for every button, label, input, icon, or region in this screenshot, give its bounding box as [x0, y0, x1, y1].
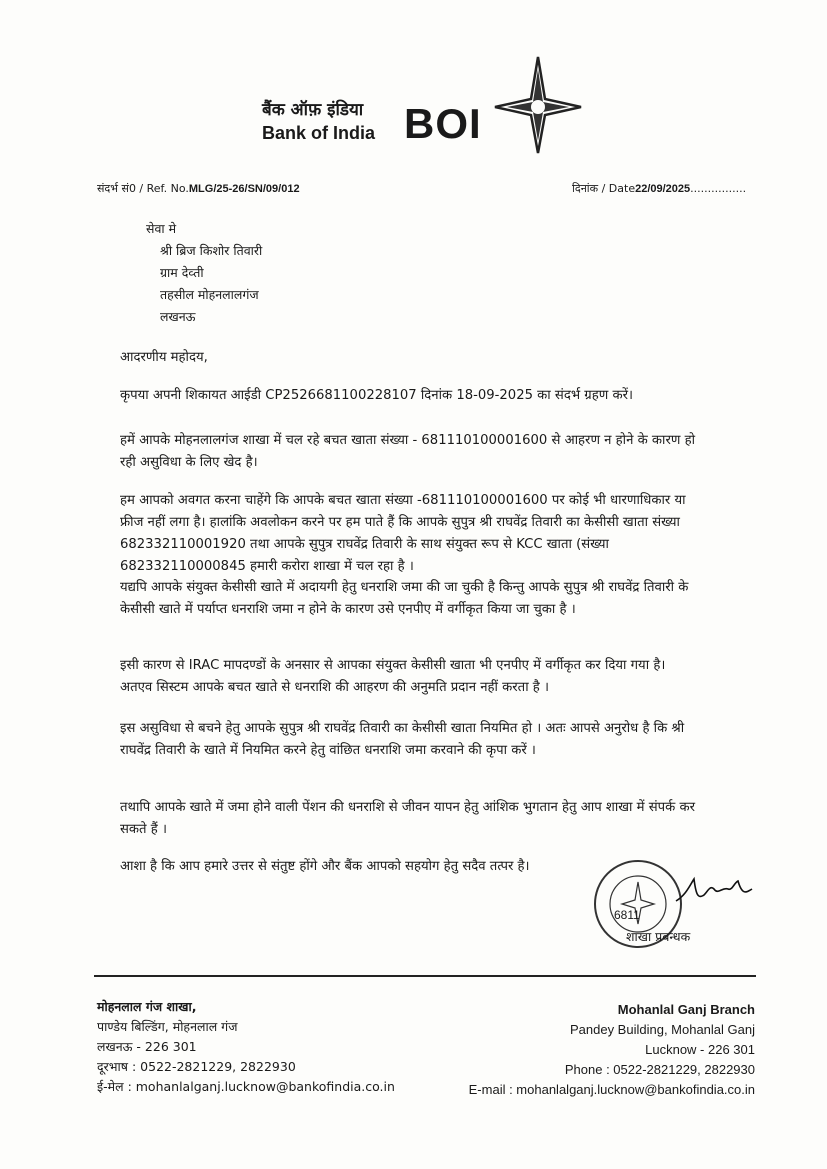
bank-name-hindi: बैंक ऑफ़ इंडिया	[262, 100, 364, 120]
salutation: आदरणीय महोदय,	[120, 350, 208, 365]
date-dots: ................	[690, 182, 747, 195]
footer-address-english	[469, 1000, 755, 1100]
footer-branch: मोहनलाल गंज शाखा,	[97, 999, 197, 1014]
ref-label: संदर्भ सं0 / Ref. No.	[97, 182, 189, 195]
recipient-address	[146, 218, 262, 328]
footer-city: लखनऊ - 226 301	[97, 1039, 197, 1054]
footer-email: ई-मेल : mohanlalganj.lucknow@bankofindia.co.in	[97, 1079, 395, 1094]
footer-building: Pandey Building, Mohanlal Ganj	[569, 1022, 755, 1037]
footer-phone: दूरभाष : 0522-2821229, 2822930	[97, 1059, 296, 1074]
footer-city: Lucknow - 226 301	[645, 1042, 755, 1057]
address-line: लखनऊ	[160, 309, 196, 324]
address-line: तहसील मोहनलालगंज	[160, 287, 259, 302]
address-line: श्री ब्रिज किशोर तिवारी	[160, 243, 263, 258]
stamp-number: 6811	[614, 908, 640, 922]
paragraph: हम आपको अवगत करना चाहेंगे कि आपके बचत खाता संख्या -681110100001600 पर कोई भी धारणाधिकार या फ्रीज नहीं लगा है। हालांकि अवलोकन करने पर हम पाते हैं कि आपके सुपुत्र श्री राघवेंद्र तिवारी का केसीसी खाता संख्या 682332110001920 तथा आपके सुपुत्र राघवेंद्र तिवारी के साथ संयुक्त रूप से KCC खाता (संख्या 682332110000845 हमारी करोरा शाखा में चल रहा है ।	[120, 493, 686, 574]
paragraph: कृपया अपनी शिकायत आईडी CP2526681100228107 दिनांक 18-09-2025 का संदर्भ ग्रहण करें।	[120, 388, 633, 403]
paragraph: यद्यपि आपके संयुक्त केसीसी खाते में अदायगी हेतु धनराशि जमा की जा चुकी है किन्तु आपके सुपुत्र श्री राघवेंद्र तिवारी के केसीसी खाते में पर्याप्त धनराशि जमा न होने के कारण उसे एनपीए में वर्गीकृत किया जा चुका है ।	[120, 580, 689, 617]
paragraph: तथापि आपके खाते में जमा होने वाली पेंशन की धनराशि से जीवन यापन हेतु आंशिक भुगतान हेतु आप शाखा में संपर्क कर सकते हैं ।	[120, 800, 695, 837]
reference-line	[97, 181, 300, 196]
bank-name-english: Bank of India	[262, 123, 376, 143]
address-line: ग्राम देव्ती	[160, 265, 204, 280]
signatory-title: शाखा प्रबन्धक	[626, 929, 691, 944]
footer-building: पाण्डेय बिल्डिंग, मोहनलाल गंज	[97, 1019, 238, 1034]
ref-number: MLG/25-26/SN/09/012	[188, 183, 300, 195]
signature	[672, 865, 756, 915]
footer-branch: Mohanlal Ganj Branch	[617, 1002, 755, 1017]
bank-short-logo: BOI	[404, 100, 482, 147]
date-line	[572, 181, 746, 196]
footer-address-hindi	[97, 997, 395, 1097]
address-line: सेवा मे	[146, 221, 177, 236]
date-label: दिनांक / Date	[572, 182, 636, 195]
star-logo-icon	[493, 55, 583, 155]
paragraph: आशा है कि आप हमारे उत्तर से संतुष्ट होंगे और बैंक आपको सहयोग हेतु सदैव तत्पर है।	[120, 859, 530, 874]
date-value: 22/09/2025	[635, 183, 691, 195]
paragraph: हमें आपके मोहनलालगंज शाखा में चल रहे बचत खाता संख्या - 681110100001600 से आहरण न होने के कारण हो रही असुविधा के लिए खेद है।	[120, 433, 696, 470]
footer-divider	[94, 975, 756, 977]
footer-email: E-mail : mohanlalganj.lucknow@bankofindia.co.in	[468, 1082, 755, 1097]
footer-phone: Phone : 0522-2821229, 2822930	[564, 1062, 755, 1077]
paragraph: इसी कारण से IRAC मापदण्डों के अनसार से आपका संयुक्त केसीसी खाता भी एनपीए में वर्गीकृत कर दिया गया है। अतएव सिस्टम आपके बचत खाते से धनराशि की आहरण की अनुमति प्रदान नहीं करता है ।	[120, 658, 666, 695]
paragraph: इस असुविधा से बचने हेतु आपके सुपुत्र श्री राघवेंद्र तिवारी का केसीसी खाता नियमित हो । अतः आपसे अनुरोध है कि श्री राघवेंद्र तिवारी के खाते में नियमित करने हेतु वांछित धनराशि जमा करवाने की कृपा करें ।	[120, 721, 685, 758]
